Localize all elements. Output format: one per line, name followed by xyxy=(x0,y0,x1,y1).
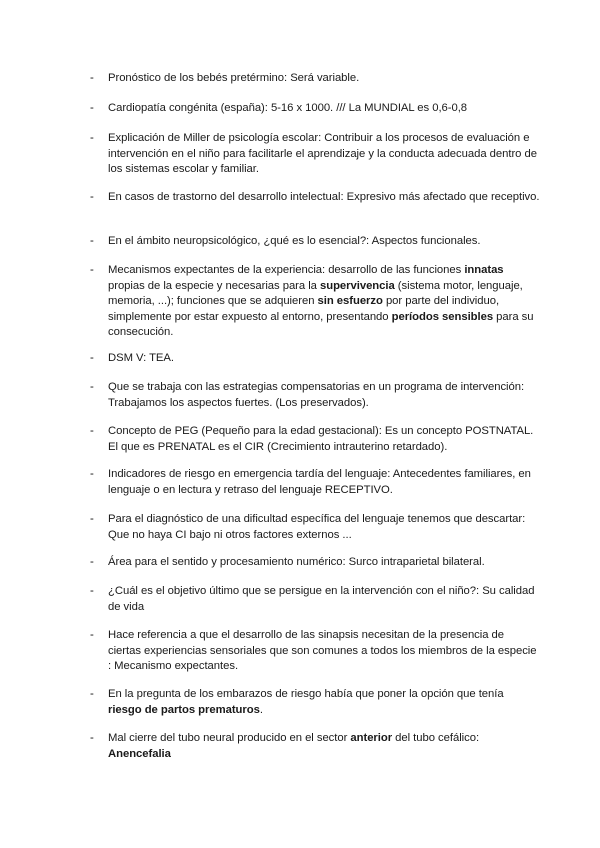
bullet-dash: - xyxy=(90,191,94,203)
bullet-dash: - xyxy=(90,132,94,144)
bullet-dash: - xyxy=(90,732,94,744)
text-segment: . xyxy=(259,703,263,716)
bullet-dash: - xyxy=(90,556,94,568)
list-item-text xyxy=(108,263,540,341)
bullet-dash: - xyxy=(90,513,94,525)
list-item-text xyxy=(108,628,540,675)
list-item-text xyxy=(108,731,540,762)
text-segment: Para el diagnóstico de una dificultad específica del lenguaje tenemos que descartar: Que no haya CI bajo ni otros factores externos ... xyxy=(108,513,526,541)
bullet-dash: - xyxy=(90,352,94,364)
text-segment: (sistema motor, lenguaje, memoria, ...); funciones que se adquieren xyxy=(108,279,523,307)
list-item-text xyxy=(108,131,540,178)
list-item-text xyxy=(108,467,540,498)
bold-segment: riesgo de partos prematuros xyxy=(108,703,260,716)
text-segment: Hace referencia a que el desarrollo de las sinapsis necesitan de la presencia de ciertas experiencias sensoriales que son comunes a todos los miembros de la especie : Mecanismo expectantes. xyxy=(108,629,537,672)
bullet-dash: - xyxy=(90,72,94,84)
bold-segment: supervivencia xyxy=(320,279,395,292)
text-segment: Cardiopatía congénita (españa): 5-16 x 1000. /// La MUNDIAL es 0,6-0,8 xyxy=(108,102,468,114)
bold-segment: anterior xyxy=(350,732,393,744)
bullet-dash: - xyxy=(90,102,94,114)
text-segment: Mal cierre del tubo neural producido en el sector xyxy=(108,732,351,744)
list-item-text xyxy=(108,424,540,455)
bullet-dash: - xyxy=(90,629,94,641)
list-item-text xyxy=(108,512,540,543)
text-segment: Concepto de PEG (Pequeño para la edad gestacional): Es un concepto POSTNATAL. El que es PRENATAL es el CIR (Crecimiento intrauterino retardado). xyxy=(108,425,534,453)
list-item-text xyxy=(108,71,540,87)
text-segment: del tubo cefálico: xyxy=(392,732,480,744)
bold-segment: innatas xyxy=(464,264,504,276)
bullet-dash: - xyxy=(90,264,94,276)
text-segment: En casos de trastorno del desarrollo intelectual: Expresivo más afectado que receptivo. xyxy=(108,191,540,203)
bold-segment: Anencefalia xyxy=(108,747,171,760)
text-segment: por parte del individuo, simplemente por estar expuesto al entorno, presentando xyxy=(108,295,500,323)
text-segment: Que se trabaja con las estrategias compensatorias en un programa de intervención: Trabajamos los aspectos fuertes. (Los preservados). xyxy=(108,381,525,409)
list-item-text xyxy=(108,584,540,615)
list-item-text xyxy=(108,190,540,206)
list-item-text xyxy=(108,380,540,411)
bullet-dash: - xyxy=(90,585,94,597)
text-segment: DSM V: TEA. xyxy=(108,352,174,364)
text-segment: para su consecución. xyxy=(108,310,534,338)
list-item-text xyxy=(108,234,540,250)
text-segment: En el ámbito neuropsicológico, ¿qué es lo esencial?: Aspectos funcionales. xyxy=(108,235,481,247)
text-segment: Explicación de Miller de psicología escolar: Contribuir a los procesos de evaluación e intervención en el niño para facilitarle el aprendizaje y la conducta adecuada dentro de los sistemas escolar y familiar. xyxy=(108,132,537,175)
bold-segment: sin esfuerzo xyxy=(317,295,383,307)
text-segment: En la pregunta de los embarazos de riesgo había que poner la opción que tenía xyxy=(108,688,504,700)
list-item-text xyxy=(108,687,540,718)
text-segment: Área para el sentido y procesamiento numérico: Surco intraparietal bilateral. xyxy=(108,556,485,568)
text-segment: Pronóstico de los bebés pretérmino: Será variable. xyxy=(108,72,360,84)
bold-segment: períodos sensibles xyxy=(391,310,494,323)
text-segment: ¿Cuál es el objetivo último que se persigue en la intervención con el niño?: Su calidad de vida xyxy=(108,585,535,613)
list-item-text xyxy=(108,351,540,367)
list-item-text xyxy=(108,555,540,571)
text-segment: Indicadores de riesgo en emergencia tardía del lenguaje: Antecedentes familiares, en lenguaje o en lectura y retraso del lenguaje RECEPTIVO. xyxy=(108,468,531,496)
text-segment: Mecanismos expectantes de la experiencia: desarrollo de las funciones xyxy=(108,264,465,276)
bullet-dash: - xyxy=(90,381,94,393)
bullet-dash: - xyxy=(90,425,94,437)
bullet-dash: - xyxy=(90,235,94,247)
bullet-dash: - xyxy=(90,468,94,480)
list-item-text xyxy=(108,101,540,117)
text-segment: propias de la especie y necesarias para la xyxy=(108,279,320,292)
bullet-dash: - xyxy=(90,688,94,700)
